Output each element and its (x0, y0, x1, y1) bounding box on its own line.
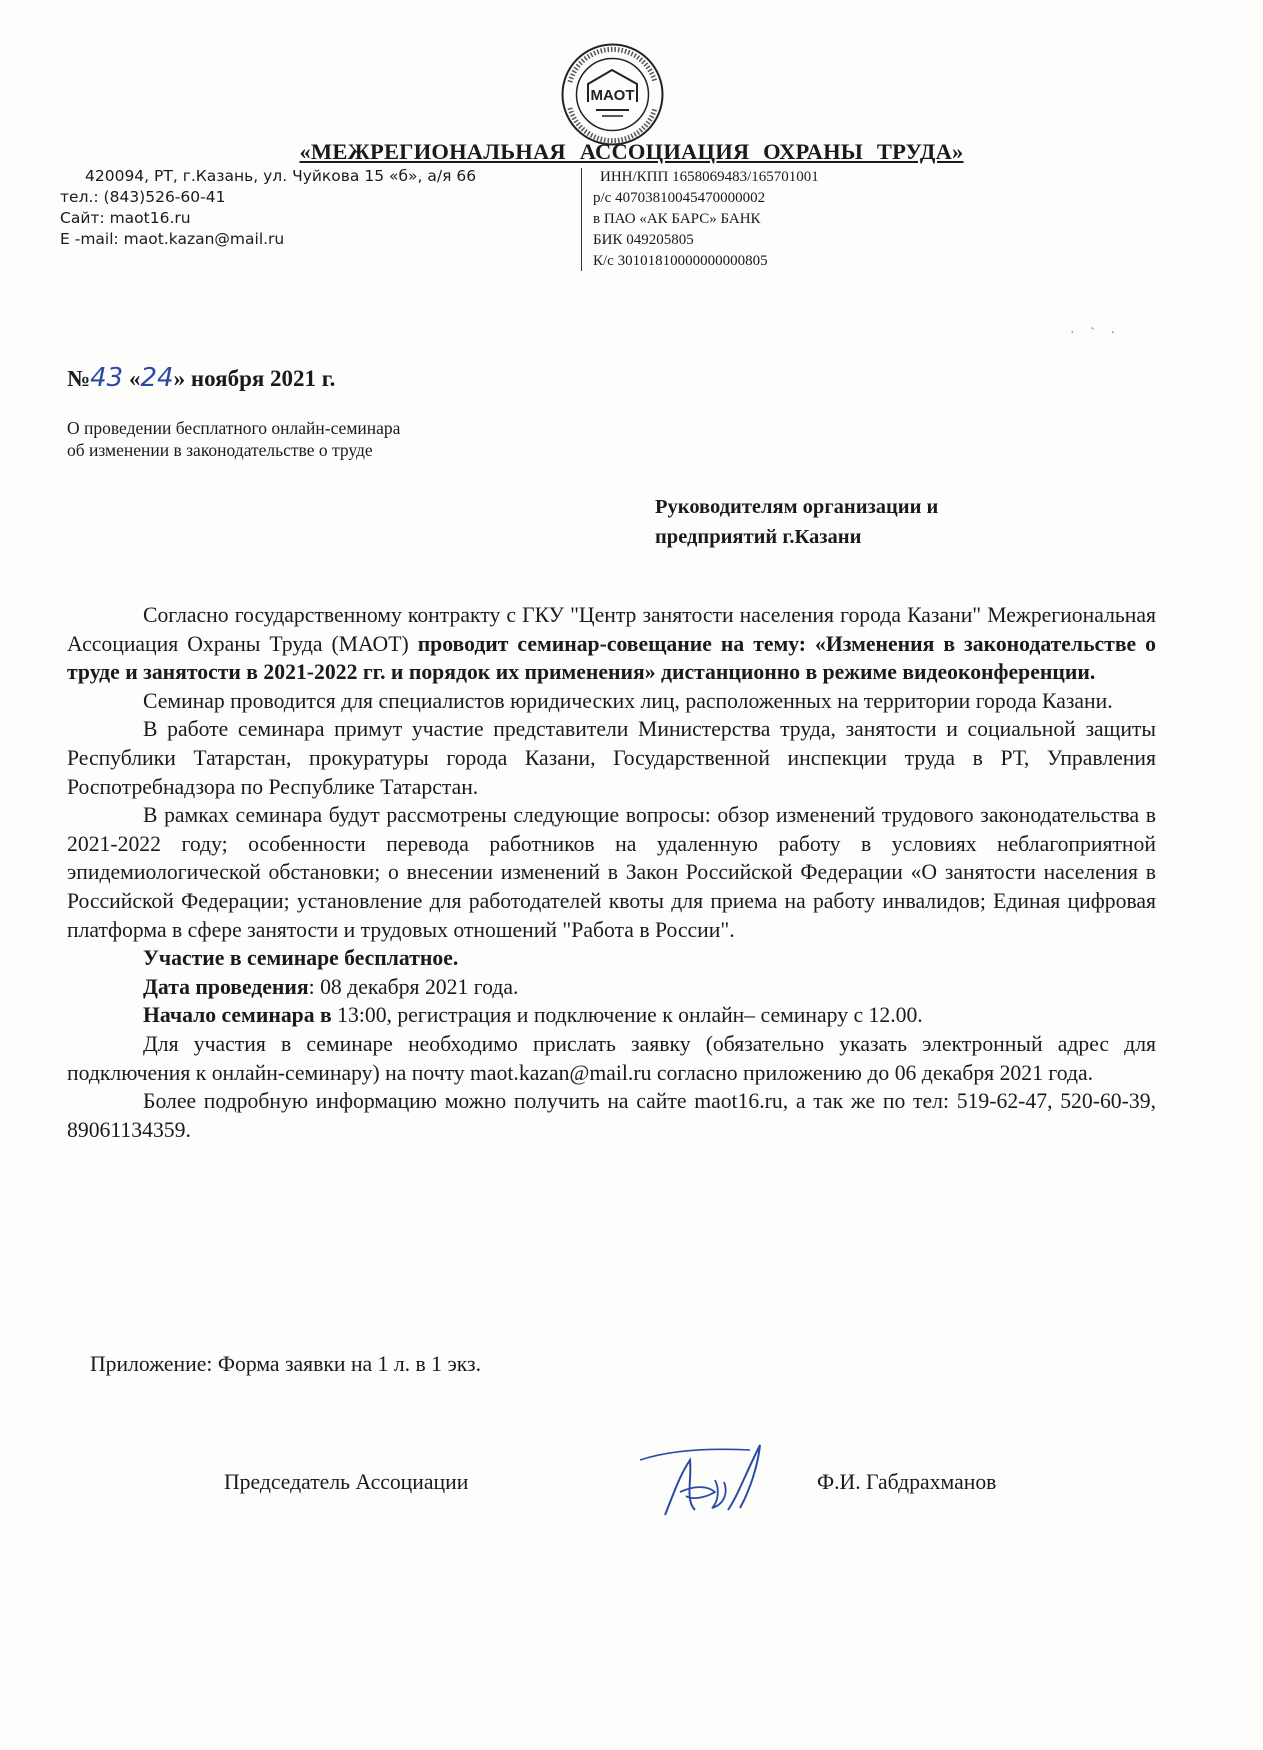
document-reference (67, 363, 335, 393)
paragraph-participants: В работе семинара примут участие представители Министерства труда, занятости и социальной защиты Республики Татарстан, прокуратуры города Казани, Государственной инспекции труда в РТ, Управления Роспотребнадзора по Республике Татарстан. (67, 717, 1156, 799)
letter-body (67, 601, 1156, 1144)
header-divider (581, 168, 582, 271)
handwritten-day: 24 (140, 363, 174, 393)
paragraph-intro (67, 601, 1156, 687)
recipient-line-2: предприятий г.Казани (655, 526, 862, 548)
bank-account: р/с 40703810045470000002 (593, 190, 766, 206)
paragraph-free (67, 944, 1156, 973)
quote-close: » (173, 366, 186, 391)
attachment-note: Приложение: Форма заявки на 1 л. в 1 экз. (90, 1352, 481, 1376)
maot-logo (560, 42, 665, 147)
intro-text: Согласно государственному контракту с ГКУ "Центр занятости населения города Казани" Межрегиональная Ассоциация Охраны Труда (МАОТ) (67, 603, 1156, 656)
scan-specks: · ` · (1070, 326, 1121, 341)
bank-bik: БИК 049205805 (593, 232, 694, 248)
bank-name: в ПАО «АК БАРС» БАНК (593, 211, 761, 227)
contact-website: Сайт: maot16.ru (60, 209, 191, 227)
paragraph-audience: Семинар проводится для специалистов юридических лиц, расположенных на территории города Казани. (143, 688, 1113, 713)
recipient-line-1: Руководителям организации и (655, 496, 939, 518)
free-participation: Участие в семинаре бесплатное. (143, 946, 459, 971)
paragraph-application: Для участия в семинаре необходимо прислать заявку (обязательно указать электронный адрес для подключения к онлайн-семинару) на почту maot.kazan@mail.ru согласно приложению до 06 декабря 2021 года. (67, 1031, 1156, 1085)
bank-details (593, 167, 819, 272)
subject-line-2: об изменении в законодательстве о труде (67, 440, 373, 460)
handwritten-signature (620, 1420, 780, 1520)
bank-corr-account: К/с 30101810000000000805 (593, 253, 768, 269)
bank-inn-kpp: ИНН/КПП 1658069483/165701001 (600, 169, 819, 185)
date-value: : 08 декабря 2021 года. (308, 974, 519, 999)
document-date: ноября 2021 г. (185, 366, 336, 391)
start-label: Начало семинара в (143, 1003, 332, 1028)
subject-line-1: О проведении бесплатного онлайн-семинара (67, 418, 401, 438)
signatory-name: Ф.И. Габдрахманов (817, 1470, 997, 1494)
organization-name: «МЕЖРЕГИОНАЛЬНАЯ АССОЦИАЦИЯ ОХРАНЫ ТРУДА» (299, 139, 964, 164)
paragraph-date (67, 973, 1156, 1002)
paragraph-agenda: В рамках семинара будут рассмотрены следующие вопросы: обзор изменений трудового законодательства в 2021-2022 году; особенности перевода работников на удаленную работу в условиях неблагоприятной эпидемиологической обстановки; о внесении изменений в Закон Российской Федерации «О занятости населения в Российской Федерации; установление для работодателей квоты для приема на работу инвалидов; Единая цифровая платформа в сфере занятости и трудовых отношений "Работа в России". (67, 803, 1156, 942)
quote-open: « (128, 366, 141, 391)
contact-email: E -mail: maot.kazan@mail.ru (60, 230, 285, 248)
seminar-topic: проводит семинар-совещание на тему: «Изменения в законодательстве о труде и занятости в 2021-2022 гг. и порядок их применения» дистанционно в режиме видеоконференции. (67, 631, 1157, 685)
contact-phone: тел.: (843)526-60-41 (60, 188, 226, 206)
logo-text: МАОТ (590, 87, 635, 104)
date-label: Дата проведения (143, 974, 309, 999)
recipient-block (655, 492, 938, 552)
document-subject (67, 417, 400, 461)
signatory-title: Председатель Ассоциации (224, 1470, 469, 1494)
start-value: 13:00, регистрация и подключение к онлайн– семинару с 12.00. (331, 1003, 923, 1028)
contact-address: 420094, РТ, г.Казань, ул. Чуйкова 15 «б», а/я 66 (85, 167, 477, 185)
paragraph-more-info: Более подробную информацию можно получить на сайте maot16.ru, а так же по тел: 519-62-47, 520-60-39, 89061134359. (67, 1089, 1156, 1142)
number-sign: № (67, 366, 91, 391)
handwritten-number: 43 (90, 363, 124, 393)
paragraph-start (67, 1001, 1156, 1030)
contact-block (60, 166, 476, 250)
